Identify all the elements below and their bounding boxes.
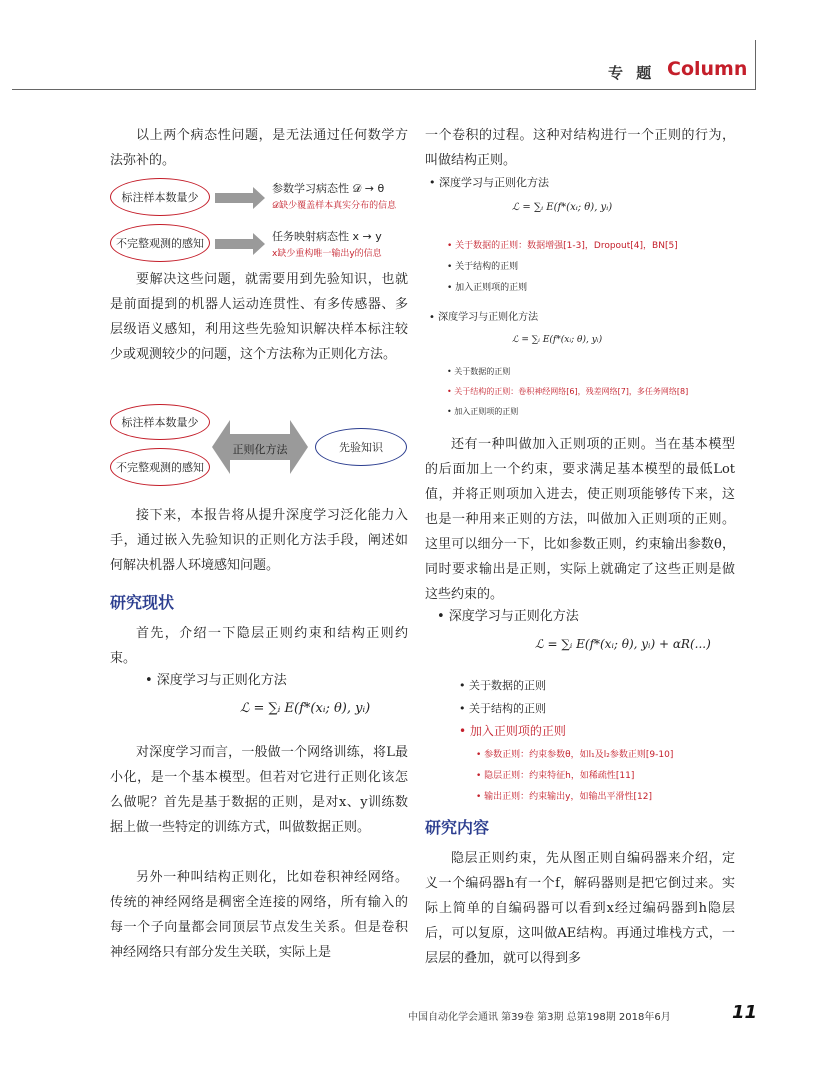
header-column: Column <box>667 58 748 80</box>
box1-bullet-structure: • 关于结构的正则 <box>447 262 519 272</box>
prior-knowledge-ellipse: 先验知识 <box>315 428 407 466</box>
page-number: 11 <box>732 1002 758 1023</box>
box3-bullet-data: • 关于数据的正则 <box>459 679 546 692</box>
box3-formula: ℒ = ∑ᵢ E(f*(xᵢ; θ), yᵢ) + αR(...) <box>535 637 711 651</box>
box1-bullet-data: • 关于数据的正则：数据增强[1-3]，Dropout[4]，BN[5] <box>447 241 678 251</box>
box3-sub-output: • 输出正则：约束输出y，如输出平滑性[12] <box>476 792 652 802</box>
box2-title: • 深度学习与正则化方法 <box>429 312 539 323</box>
journal-footer: 中国自动化学会通讯 第39卷 第3期 总第198期 2018年6月 <box>408 1012 671 1023</box>
right-paragraph-1: 一个卷积的过程。这种对结构进行一个正则的行为，叫做结构正则。 <box>425 128 735 168</box>
left-paragraph-1: 以上两个病态性问题，是无法通过任何数学方法弥补的。 <box>110 128 408 168</box>
right-paragraph-2: 还有一种叫做加入正则项的正则。当在基本模型的后面加上一个约束，要求满足基本模型的最低Lot值，并将正则项加入进去，使正则项能够传下来，这也是一种用来正则的方法，叫做加入正则项的正则。这里可以细分一下，比如参数正则，约束输出参数θ，同时要求输出是正则，实际上就确定了这些正则是做这些约束的。 <box>425 437 735 602</box>
param-pathology-label: 参数学习病态性 𝒟 → θ <box>272 182 385 195</box>
section-heading-status: 研究现状 <box>110 593 175 612</box>
header-rule <box>12 89 756 90</box>
task-pathology-label: 任务映射病态性 x → y <box>272 230 382 243</box>
arrow-icon-2 <box>215 233 265 255</box>
incomplete-obs-ellipse-2: 不完整观测的感知 <box>110 448 210 486</box>
arrow-icons <box>215 187 265 257</box>
box1-title: • 深度学习与正则化方法 <box>429 176 549 189</box>
box3-bullet-structure: • 关于结构的正则 <box>459 702 546 715</box>
right-paragraph-3: 隐层正则约束，先从图正则自编码器来介绍，定义一个编码器h有一个f，解码器则是把它倒过来。实际上简单的自编码器可以看到x经过编码器到h隐层后，可以复原，这叫做AE结构。再通过堆栈方式，一层层的叠加，就可以得到多 <box>425 851 735 966</box>
header-topic: 专 题 <box>608 64 656 82</box>
label-sparse-ellipse-2: 标注样本数量少 <box>110 404 210 440</box>
arrow-icon-1 <box>215 187 265 209</box>
pathology-diagram <box>110 178 410 262</box>
header-divider <box>755 40 756 90</box>
box3-bullet-term: • 加入正则项的正则 <box>459 724 566 738</box>
regularization-method-label: 正则化方法 <box>232 443 288 456</box>
section-heading-content: 研究内容 <box>425 818 490 837</box>
box3-sub-param: • 参数正则：约束参数θ，如l₁及l₂参数正则[9-10] <box>476 750 674 760</box>
box2-bullet-term: • 加入正则项的正则 <box>447 407 519 416</box>
label-sparse-ellipse: 标注样本数量少 <box>110 178 210 216</box>
box1-bullet-term: • 加入正则项的正则 <box>447 283 528 293</box>
left-paragraph-4: 首先，介绍一下隐层正则约束和结构正则约束。 <box>110 626 408 666</box>
box3-title: • 深度学习与正则化方法 <box>437 609 579 624</box>
left-bullet-dl: • 深度学习与正则化方法 <box>145 673 287 688</box>
box1-formula: ℒ = ∑ᵢ E(f*(xᵢ; θ), yᵢ) <box>512 202 613 213</box>
param-pathology-sub: 𝒟缺少覆盖样本真实分布的信息 <box>272 201 397 211</box>
left-paragraph-3: 接下来，本报告将从提升深度学习泛化能力入手，通过嵌入先验知识的正则化方法手段，阐述如何解决机器人环境感知问题。 <box>110 508 408 573</box>
task-pathology-sub: x缺少重构唯一输出y的信息 <box>272 249 382 259</box>
left-paragraph-6: 另外一种叫结构正则化，比如卷积神经网络。传统的神经网络是稠密全连接的网络，所有输入的每一个子向量都会同顶层节点发生关系。但是卷积神经网络只有部分发生关联，实际上是 <box>110 870 408 960</box>
box2-bullet-data: • 关于数据的正则 <box>447 367 511 376</box>
left-paragraph-2: 要解决这些问题，就需要用到先验知识，也就是前面提到的机器人运动连贯性、有多传感器、多层级语义感知，利用这些先验知识解决样本标注较少或观测较少的问题，这个方法称为正则化方法。 <box>110 272 408 362</box>
left-formula: ℒ = ∑ᵢ E(f*(xᵢ; θ), yᵢ) <box>240 701 371 716</box>
incomplete-obs-ellipse: 不完整观测的感知 <box>110 224 210 262</box>
box3-sub-hidden: • 隐层正则：约束特征h，如稀疏性[11] <box>476 771 635 781</box>
box2-bullet-structure: • 关于结构的正则：卷积神经网络[6]，残差网络[7]，多任务网络[8] <box>447 387 689 396</box>
regularization-diagram <box>110 404 410 486</box>
left-paragraph-5: 对深度学习而言，一般做一个网络训练，将L最小化，是一个基本模型。但若对它进行正则化该怎么做呢？首先是基于数据的正则，是对x、y训练数据上做一些特定的训练方式，叫做数据正则。 <box>110 745 408 835</box>
box2-formula: ℒ = ∑ᵢ E(f*(xᵢ; θ), yᵢ) <box>512 335 603 345</box>
